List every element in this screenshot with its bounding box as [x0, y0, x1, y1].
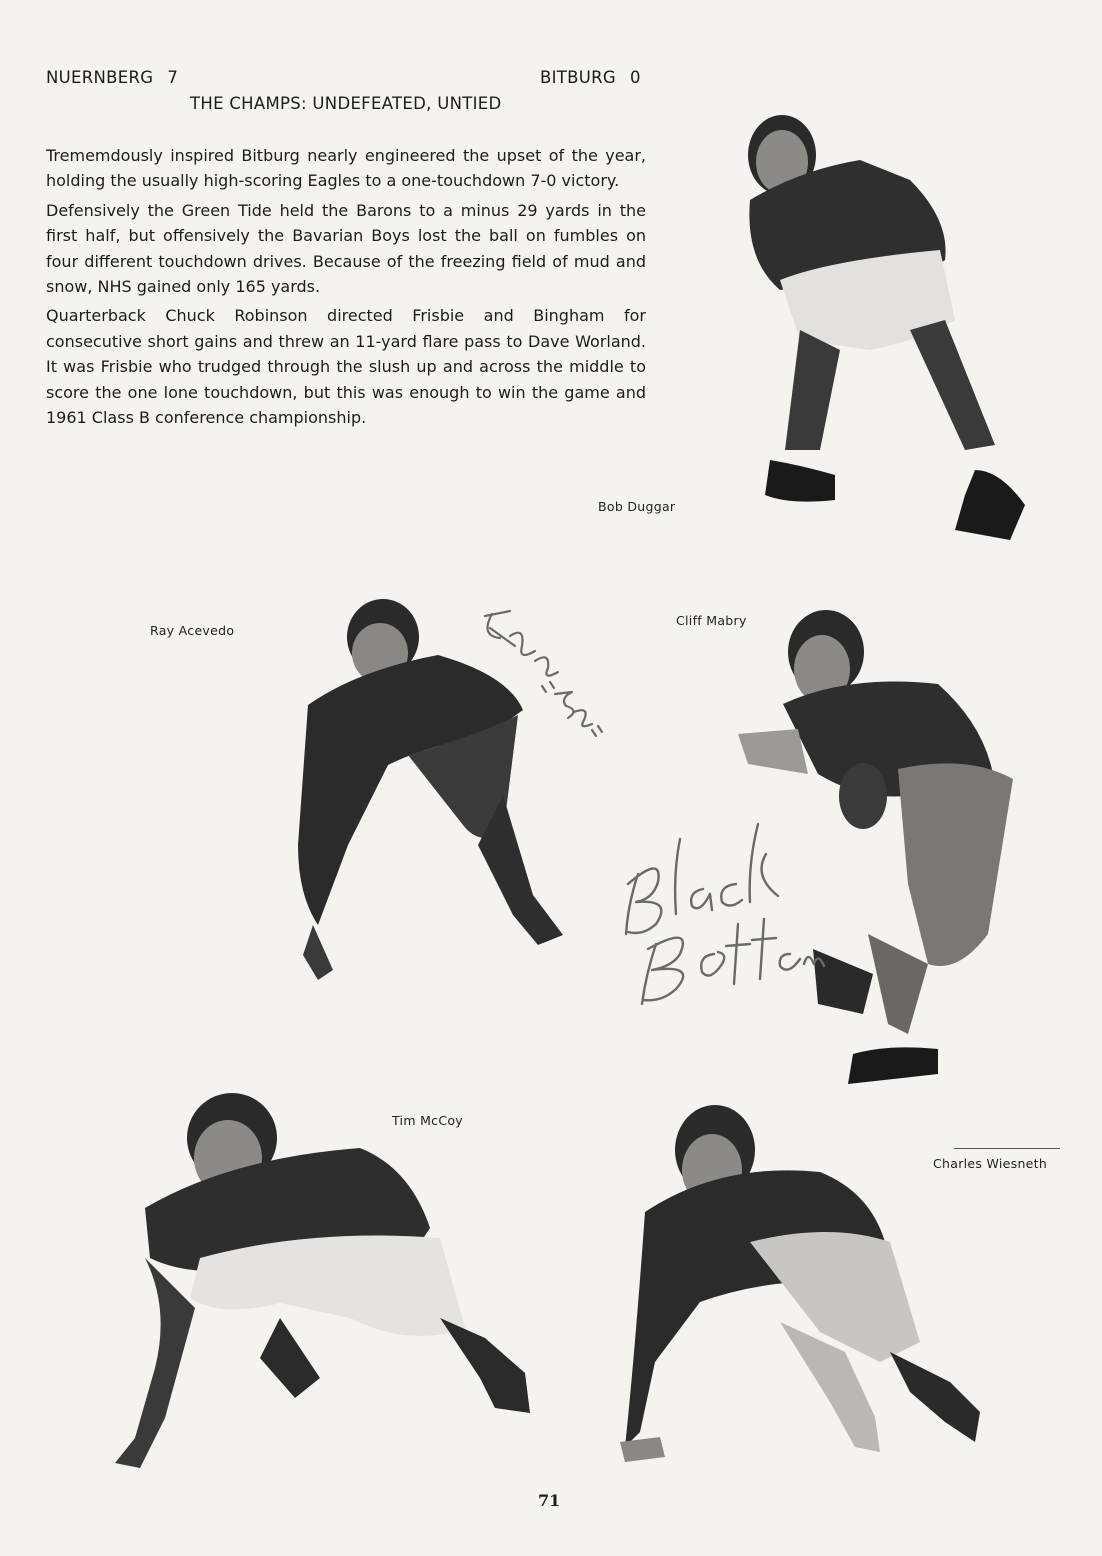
photo-bob-duggar — [740, 100, 1030, 542]
game-story — [46, 143, 646, 434]
page-number: 71 — [538, 1491, 561, 1510]
story-paragraph: Trememdously inspired Bitburg nearly engineered the upset of the year, holding the usually high-scoring Eagles to a one-touchdown 7-0 victory. — [46, 146, 646, 191]
caption-ray-acevedo: Ray Acevedo — [150, 623, 235, 638]
score-right: 0 — [630, 68, 641, 87]
player-silhouette-icon — [110, 1088, 530, 1470]
handwritten-ace-52 — [480, 606, 605, 741]
handwritten-black-bottom — [618, 814, 828, 1006]
caption-charles-wiesneth: Charles Wiesneth — [933, 1156, 1048, 1171]
score-left: 7 — [167, 68, 179, 87]
score-away — [540, 68, 641, 87]
team-left: NUERNBERG — [46, 68, 154, 87]
score-home — [46, 68, 178, 87]
photo-charles-wiesneth — [620, 1102, 985, 1472]
caption-cliff-mabry: Cliff Mabry — [676, 613, 747, 628]
team-right: BITBURG — [540, 68, 617, 87]
page-subtitle: THE CHAMPS: UNDEFEATED, UNTIED — [190, 94, 502, 113]
caption-rule — [954, 1148, 1060, 1149]
photo-tim-mccoy — [110, 1088, 530, 1470]
player-silhouette-icon — [740, 100, 1030, 542]
story-paragraph: Defensively the Green Tide held the Barons to a minus 29 yards in the first half, but offensively the Bavarian Boys lost the ball on fumbles on four different touchdown drives. Because of the freezing field of mud and snow, NHS gained only 165 yards. — [46, 200, 646, 297]
story-paragraph: Quarterback Chuck Robinson directed Frisbie and Bingham for consecutive short gains and threw an 11-yard flare pass to Dave Worland. It was Frisbie who trudged through the slush up and across the middle to score the one lone touchdown, but this was enough to win the game and 1961 Class B conference championship. — [46, 306, 646, 428]
caption-bob-duggar: Bob Duggar — [598, 499, 676, 514]
player-silhouette-icon — [620, 1102, 985, 1472]
caption-tim-mccoy: Tim McCoy — [392, 1113, 464, 1128]
